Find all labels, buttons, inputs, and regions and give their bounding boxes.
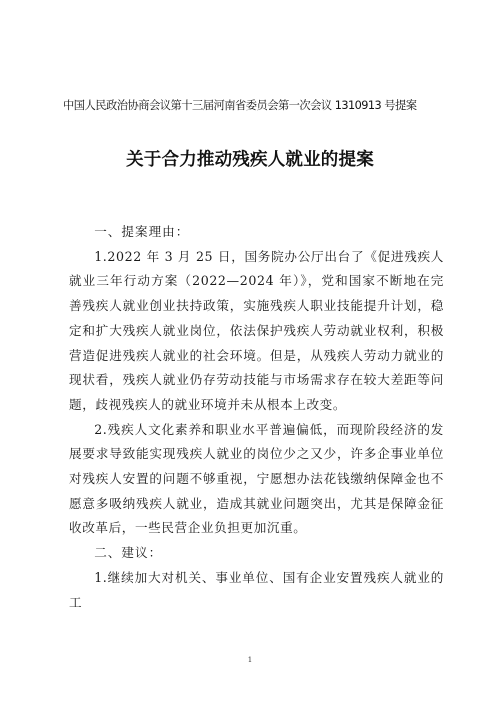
section-heading-reason: 一、提案理由：	[94, 224, 190, 239]
document-body	[69, 220, 444, 615]
reason-paragraph-1: 1.2022 年 3 月 25 日，国务院办公厅出台了《促进残疾人就业三年行动方案（2022—2024 年）》，党和国家不断地在完善残疾人就业创业扶持政策，实施残疾人职业技能提升计划，稳定和扩大残疾人就业岗位，依法保护残疾人劳动就业权利，积极营造促进残疾人就业的社会环境。但是，从残疾人劳动力就业的现状看，残疾人就业仍存劳动技能与市场需求存在较大差距等问题，歧视残疾人的就业环境并未从根本上改变。	[69, 248, 444, 412]
proposal-header: 中国人民政治协商会议第十三届河南省委员会第一次会议 1310913 号提案	[63, 99, 417, 112]
reason-paragraph-2: 2.残疾人文化素养和职业水平普遍偏低，而现阶段经济的发展要求导致能实现残疾人就业的岗位少之又少，许多企事业单位对残疾人安置的问题不够重视，宁愿想办法花钱缴纳保障金也不愿意多吸纳残疾人就业，造成其就业问题突出，尤其是保障金征收改革后，一些民营企业负担更加沉重。	[69, 421, 444, 536]
page-number: 1	[247, 656, 253, 664]
suggestion-paragraph-1: 1.继续加大对机关、事业单位、国有企业安置残疾人就业的工	[69, 569, 444, 610]
document-title: 关于合力推动残疾人就业的提案	[126, 150, 374, 170]
section-heading-suggestion: 二、建议：	[94, 545, 163, 561]
